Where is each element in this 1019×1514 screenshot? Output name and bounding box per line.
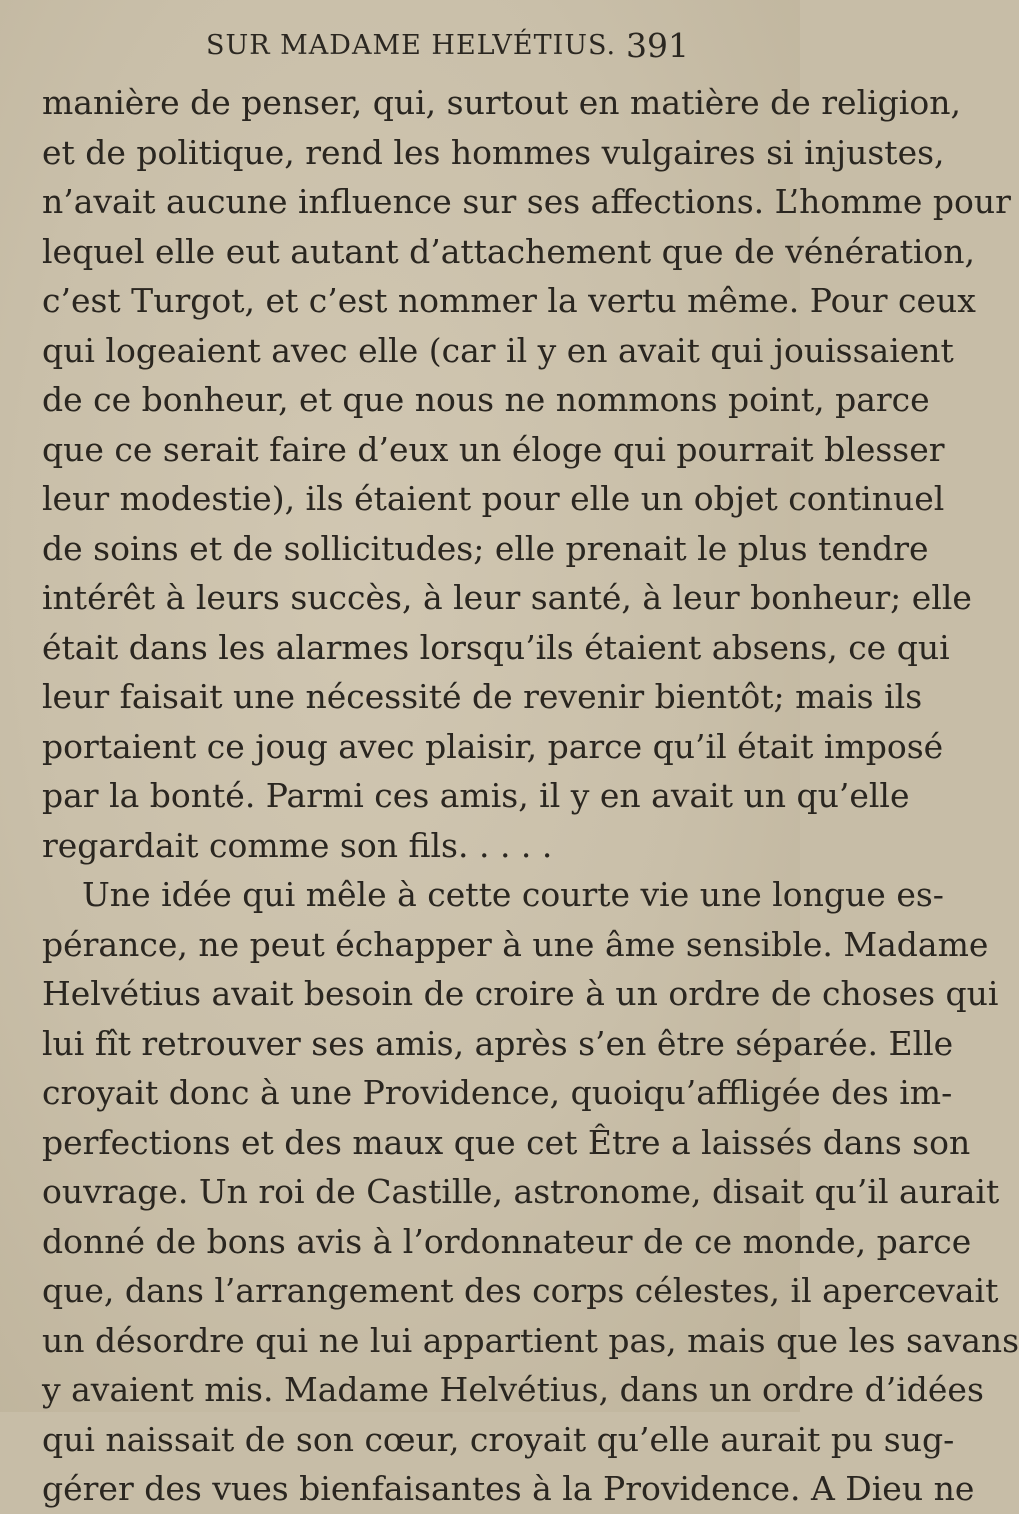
text-line: que, dans l’arrangement des corps célestes, il apercevait <box>42 1271 999 1310</box>
text-line: perfections et des maux que cet Être a laissés dans son <box>42 1122 971 1162</box>
text-line: donné de bons avis à l’ordonnateur de ce monde, parce <box>42 1221 972 1261</box>
text-line: manière de penser, qui, surtout en matière de religion, <box>42 83 961 122</box>
text-line: était dans les alarmes lorsqu’ils étaient absens, ce qui <box>42 627 950 667</box>
body-text <box>42 78 1019 1514</box>
text-line: croyait donc à une Providence, quoiqu’affligée des im- <box>42 1073 953 1112</box>
text-line: n’avait aucune influence sur ses affections. L’homme pour <box>42 182 1011 221</box>
text-line: leur modestie), ils étaient pour elle un objet continuel <box>42 479 945 518</box>
text-line: ouvrage. Un roi de Castille, astronome, disait qu’il aurait <box>42 1172 1000 1211</box>
paragraph-start-line: Une idée qui mêle à cette courte vie une longue es- <box>82 875 944 914</box>
text-line: qui naissait de son cœur, croyait qu’elle aurait pu sug- <box>42 1419 955 1459</box>
text-line: de ce bonheur, et que nous ne nommons point, parce <box>42 380 930 419</box>
text-line: que ce serait faire d’eux un éloge qui pourrait blesser <box>42 429 945 469</box>
text-line: pérance, ne peut échapper à une âme sensible. Madame <box>42 924 989 964</box>
text-line: lequel elle eut autant d’attachement que de vénération, <box>42 231 976 271</box>
text-line: leur faisait une nécessité de revenir bientôt; mais ils <box>42 677 923 716</box>
text-line: portaient ce joug avec plaisir, parce qu’il était imposé <box>42 726 944 766</box>
text-line: un désordre qui ne lui appartient pas, mais que les savans <box>42 1320 1019 1360</box>
text-line: et de politique, rend les hommes vulgaires si injustes, <box>42 132 945 172</box>
text-line: qui logeaient avec elle (car il y en avait qui jouissaient <box>42 330 954 370</box>
text-line: intérêt à leurs succès, à leur santé, à leur bonheur; elle <box>42 578 972 617</box>
text-line: c’est Turgot, et c’est nommer la vertu même. Pour ceux <box>42 281 976 320</box>
running-title: SUR MADAME HELVÉTIUS. <box>206 30 617 61</box>
text-line: par la bonté. Parmi ces amis, il y en avait un qu’elle <box>42 776 910 815</box>
paragraph-end-line: regardait comme son fils. . . . . <box>42 825 553 865</box>
text-line: gérer des vues bienfaisantes à la Providence. A Dieu ne <box>42 1469 975 1508</box>
text-line: de soins et de sollicitudes; elle prenait le plus tendre <box>42 528 929 568</box>
text-line: lui fît retrouver ses amis, après s’en être séparée. Elle <box>42 1023 954 1063</box>
text-line: Helvétius avait besoin de croire à un ordre de choses qui <box>42 974 999 1013</box>
page-number: 391 <box>626 26 689 65</box>
text-line: y avaient mis. Madame Helvétius, dans un ordre d’idées <box>42 1370 984 1409</box>
